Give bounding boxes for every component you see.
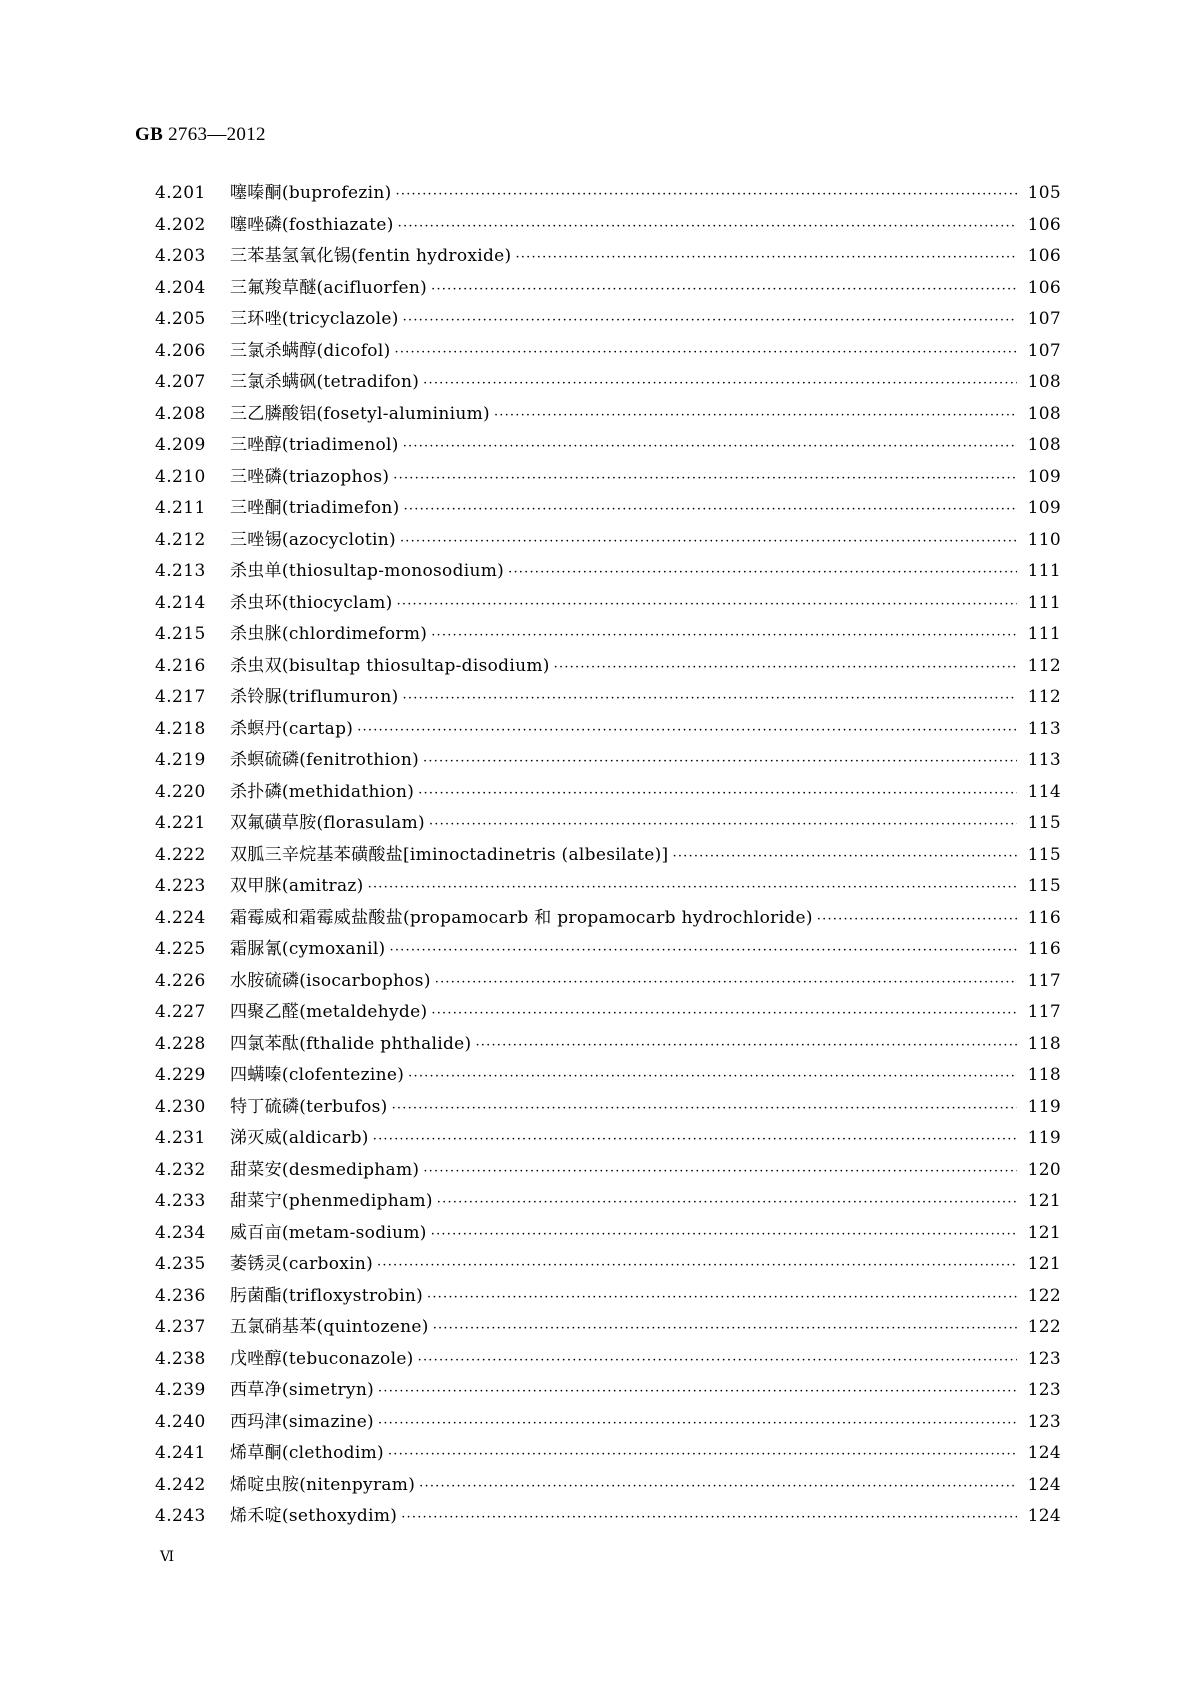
toc-entry-number: 4.204 [155,277,206,298]
toc-entry-number: 4.218 [155,718,206,739]
toc-entry-number: 4.216 [155,655,206,676]
toc-entry-page: 108 [1027,403,1061,424]
toc-entry-title: 萎锈灵(carboxin) [230,1254,374,1274]
toc-entry[interactable] [155,1438,1061,1470]
toc-leader-dots [475,1030,1017,1062]
toc-entry-page: 106 [1027,246,1061,266]
toc-entry-page: 111 [1027,561,1061,581]
toc-entry-title: 三唑锡(azocyclotin) [230,529,396,550]
toc-entry[interactable] [155,808,1061,840]
toc-entry-page: 123 [1027,1411,1061,1432]
toc-leader-dots [423,746,1017,778]
toc-entry-title: 涕灭威(aldicarb) [230,1128,369,1148]
toc-entry-number: 4.234 [155,1222,206,1243]
toc-entry-number: 4.213 [155,561,206,581]
toc-entry-title: 杀虫双(bisultap thiosultap-disodium) [230,655,550,676]
toc-entry[interactable] [155,871,1061,903]
toc-leader-dots [392,1093,1017,1125]
toc-entry[interactable] [155,1029,1061,1061]
toc-entry[interactable] [155,777,1061,809]
toc-entry[interactable] [155,714,1061,746]
toc-entry[interactable] [155,1312,1061,1344]
toc-entry-page: 123 [1027,1380,1061,1400]
toc-leader-dots [403,305,1017,337]
table-of-contents [155,178,1061,1533]
toc-entry[interactable] [155,997,1061,1029]
toc-entry-page: 114 [1027,781,1061,802]
toc-entry[interactable] [155,430,1061,462]
toc-entry-page: 117 [1027,970,1061,991]
toc-entry-page: 105 [1027,183,1061,203]
toc-entry[interactable] [155,210,1061,242]
page-number-roman: Ⅵ [160,1549,175,1565]
toc-entry-page: 118 [1027,1065,1061,1085]
toc-entry[interactable] [155,556,1061,588]
toc-leader-dots [508,557,1017,589]
toc-entry-title: 烯草酮(clethodim) [230,1443,384,1463]
toc-leader-dots [390,935,1018,967]
toc-leader-dots [431,620,1017,652]
toc-entry-number: 4.205 [155,309,206,329]
toc-entry[interactable] [155,178,1061,210]
toc-entry[interactable] [155,651,1061,683]
toc-entry-page: 121 [1027,1222,1061,1243]
toc-entry-number: 4.206 [155,340,206,361]
toc-entry[interactable] [155,493,1061,525]
toc-entry-number: 4.224 [155,907,206,928]
toc-entry-title: 噻嗪酮(buprofezin) [230,183,392,203]
toc-entry-number: 4.242 [155,1474,206,1495]
toc-entry-title: 三唑醇(triadimenol) [230,435,399,455]
toc-leader-dots [494,400,1017,432]
toc-entry-page: 106 [1027,277,1061,298]
toc-entry-number: 4.233 [155,1191,206,1211]
toc-entry[interactable] [155,840,1061,872]
toc-entry[interactable] [155,745,1061,777]
toc-entry-number: 4.215 [155,624,206,644]
toc-leader-dots [377,1250,1017,1282]
toc-leader-dots [435,967,1017,999]
toc-entry-title: 三苯基氢氧化锡(fentin hydroxide) [230,246,512,266]
toc-entry[interactable] [155,1186,1061,1218]
toc-entry-page: 111 [1027,624,1061,644]
toc-leader-dots [388,1439,1017,1471]
toc-entry-page: 117 [1027,1002,1061,1022]
toc-entry-number: 4.211 [155,498,206,518]
toc-leader-dots [395,337,1017,369]
toc-entry-number: 4.231 [155,1128,206,1148]
toc-entry-number: 4.223 [155,876,206,896]
toc-entry[interactable] [155,1092,1061,1124]
toc-entry-title: 噻唑磷(fosthiazate) [230,214,394,235]
toc-entry[interactable] [155,1123,1061,1155]
toc-entry-page: 121 [1027,1254,1061,1274]
toc-leader-dots [673,841,1018,873]
toc-entry-page: 124 [1027,1474,1061,1495]
toc-entry-number: 4.237 [155,1317,206,1337]
toc-entry[interactable] [155,399,1061,431]
toc-entry[interactable] [155,1249,1061,1281]
toc-entry-title: 烯禾啶(sethoxydim) [230,1506,398,1526]
toc-entry-title: 特丁硫磷(terbufos) [230,1096,388,1117]
toc-entry[interactable] [155,1344,1061,1376]
toc-leader-dots [418,778,1017,810]
toc-entry-title: 杀虫环(thiocyclam) [230,592,393,613]
standard-header [135,124,266,146]
toc-leader-dots [431,274,1017,306]
toc-entry-number: 4.229 [155,1065,206,1085]
toc-entry[interactable] [155,588,1061,620]
toc-entry-page: 109 [1027,466,1061,487]
toc-entry-title: 杀虫单(thiosultap-monosodium) [230,561,505,581]
toc-entry-page: 122 [1027,1285,1061,1306]
toc-entry-page: 115 [1027,876,1061,896]
toc-leader-dots [433,1313,1017,1345]
toc-leader-dots [378,1376,1017,1408]
toc-entry-title: 杀虫脒(chlordimeform) [230,624,428,644]
toc-entry[interactable] [155,304,1061,336]
toc-entry-page: 124 [1027,1506,1061,1526]
standard-code: 2763—2012 [168,124,266,145]
toc-entry-number: 4.209 [155,435,206,455]
toc-leader-dots [397,589,1017,621]
toc-entry[interactable] [155,1281,1061,1313]
toc-entry-title: 甜菜宁(phenmedipham) [230,1191,433,1211]
toc-entry[interactable] [155,1060,1061,1092]
toc-entry-number: 4.212 [155,529,206,550]
toc-leader-dots [403,431,1017,463]
toc-entry-title: 威百亩(metam-sodium) [230,1222,427,1243]
toc-entry-title: 双胍三辛烷基苯磺酸盐[iminoctadinetris (albesilate)] [230,844,669,865]
toc-entry-page: 119 [1027,1096,1061,1117]
toc-leader-dots [423,1156,1017,1188]
toc-entry-title: 三环唑(tricyclazole) [230,309,399,329]
toc-entry-page: 108 [1027,435,1061,455]
toc-entry-number: 4.232 [155,1159,206,1180]
toc-entry[interactable] [155,273,1061,305]
toc-entry-number: 4.201 [155,183,206,203]
standard-prefix: GB [135,124,164,145]
toc-entry-title: 三氯杀螨醇(dicofol) [230,340,391,361]
toc-entry-number: 4.227 [155,1002,206,1022]
toc-leader-dots [403,683,1017,715]
toc-entry-title: 双甲脒(amitraz) [230,876,364,896]
toc-entry-title: 烯啶虫胺(nitenpyram) [230,1474,416,1495]
toc-entry-title: 霜脲氰(cymoxanil) [230,939,386,959]
toc-entry-page: 110 [1027,529,1061,550]
toc-entry-number: 4.238 [155,1348,206,1369]
toc-leader-dots [400,526,1017,558]
toc-entry-number: 4.214 [155,592,206,613]
toc-entry-number: 4.241 [155,1443,206,1463]
toc-entry-number: 4.222 [155,844,206,865]
toc-entry-title: 三氟羧草醚(acifluorfen) [230,277,428,298]
toc-entry-page: 113 [1027,718,1061,739]
toc-entry-title: 杀扑磷(methidathion) [230,781,415,802]
toc-entry-number: 4.217 [155,687,206,707]
toc-leader-dots [393,463,1017,495]
toc-entry[interactable] [155,1407,1061,1439]
toc-entry-page: 122 [1027,1317,1061,1337]
toc-entry-page: 119 [1027,1128,1061,1148]
toc-entry-title: 西玛津(simazine) [230,1411,374,1432]
toc-entry-title: 甜菜安(desmedipham) [230,1159,420,1180]
toc-leader-dots [431,998,1017,1030]
toc-entry-page: 115 [1027,844,1061,865]
toc-entry[interactable] [155,1501,1061,1533]
toc-entry-title: 霜霉威和霜霉威盐酸盐(propamocarb 和 propamocarb hydrochloride) [230,907,813,928]
toc-entry[interactable] [155,966,1061,998]
toc-entry-page: 123 [1027,1348,1061,1369]
toc-entry-page: 107 [1027,309,1061,329]
toc-entry[interactable] [155,934,1061,966]
toc-entry[interactable] [155,1375,1061,1407]
toc-entry-page: 116 [1027,939,1061,959]
toc-entry-number: 4.226 [155,970,206,991]
toc-entry-title: 水胺硫磷(isocarbophos) [230,970,431,991]
toc-entry[interactable] [155,903,1061,935]
toc-entry-title: 三唑磷(triazophos) [230,466,390,487]
toc-leader-dots [401,1502,1017,1534]
toc-entry-number: 4.210 [155,466,206,487]
toc-entry-number: 4.202 [155,214,206,235]
toc-entry-number: 4.203 [155,246,206,266]
toc-leader-dots [437,1187,1017,1219]
toc-entry[interactable] [155,336,1061,368]
toc-entry-number: 4.208 [155,403,206,424]
toc-leader-dots [404,494,1017,526]
toc-entry-title: 杀螟丹(cartap) [230,718,354,739]
toc-leader-dots [427,1282,1017,1314]
toc-entry-number: 4.239 [155,1380,206,1400]
toc-entry[interactable] [155,1470,1061,1502]
toc-entry-page: 112 [1027,687,1061,707]
toc-entry-number: 4.225 [155,939,206,959]
toc-leader-dots [431,1219,1017,1251]
toc-entry-title: 四螨嗪(clofentezine) [230,1065,405,1085]
toc-entry-title: 五氯硝基苯(quintozene) [230,1317,429,1337]
toc-entry-number: 4.235 [155,1254,206,1274]
toc-entry-number: 4.207 [155,372,206,392]
toc-entry-title: 三唑酮(triadimefon) [230,498,400,518]
toc-entry-page: 111 [1027,592,1061,613]
toc-entry-number: 4.220 [155,781,206,802]
toc-entry-page: 115 [1027,813,1061,833]
toc-entry-title: 三氯杀螨砜(tetradifon) [230,372,420,392]
toc-entry-page: 118 [1027,1033,1061,1054]
toc-entry-number: 4.240 [155,1411,206,1432]
toc-leader-dots [378,1408,1017,1440]
toc-entry-page: 106 [1027,214,1061,235]
toc-entry-number: 4.236 [155,1285,206,1306]
toc-leader-dots [429,809,1017,841]
toc-entry-title: 四聚乙醛(metaldehyde) [230,1002,428,1022]
toc-entry-page: 108 [1027,372,1061,392]
toc-entry-title: 肟菌酯(trifloxystrobin) [230,1285,423,1306]
toc-leader-dots [396,179,1017,211]
toc-entry-number: 4.219 [155,750,206,770]
toc-entry-title: 四氯苯酞(fthalide phthalide) [230,1033,472,1054]
toc-leader-dots [373,1124,1017,1156]
toc-leader-dots [817,904,1017,936]
toc-entry-title: 三乙膦酸铝(fosetyl-aluminium) [230,403,490,424]
toc-entry[interactable] [155,367,1061,399]
toc-leader-dots [408,1061,1017,1093]
toc-entry-title: 杀螟硫磷(fenitrothion) [230,750,419,770]
toc-entry-title: 西草净(simetryn) [230,1380,375,1400]
toc-entry[interactable] [155,619,1061,651]
toc-entry-page: 112 [1027,655,1061,676]
toc-entry-title: 双氟磺草胺(florasulam) [230,813,425,833]
toc-entry-page: 113 [1027,750,1061,770]
toc-leader-dots [418,1345,1017,1377]
toc-entry-page: 109 [1027,498,1061,518]
toc-entry-number: 4.221 [155,813,206,833]
toc-entry-page: 120 [1027,1159,1061,1180]
toc-leader-dots [515,242,1017,274]
toc-entry-page: 121 [1027,1191,1061,1211]
toc-entry-number: 4.230 [155,1096,206,1117]
toc-leader-dots [423,368,1017,400]
toc-entry[interactable] [155,682,1061,714]
toc-entry-number: 4.228 [155,1033,206,1054]
toc-entry-page: 116 [1027,907,1061,928]
toc-entry[interactable] [155,462,1061,494]
toc-entry-title: 戊唑醇(tebuconazole) [230,1348,414,1369]
toc-entry-page: 107 [1027,340,1061,361]
toc-leader-dots [419,1471,1017,1503]
toc-entry[interactable] [155,1218,1061,1250]
toc-entry[interactable] [155,525,1061,557]
toc-entry-title: 杀铃脲(triflumuron) [230,687,399,707]
toc-entry[interactable] [155,1155,1061,1187]
toc-entry[interactable] [155,241,1061,273]
toc-leader-dots [357,715,1017,747]
toc-leader-dots [398,211,1017,243]
toc-leader-dots [554,652,1017,684]
toc-entry-page: 124 [1027,1443,1061,1463]
toc-entry-number: 4.243 [155,1506,206,1526]
toc-leader-dots [368,872,1017,904]
